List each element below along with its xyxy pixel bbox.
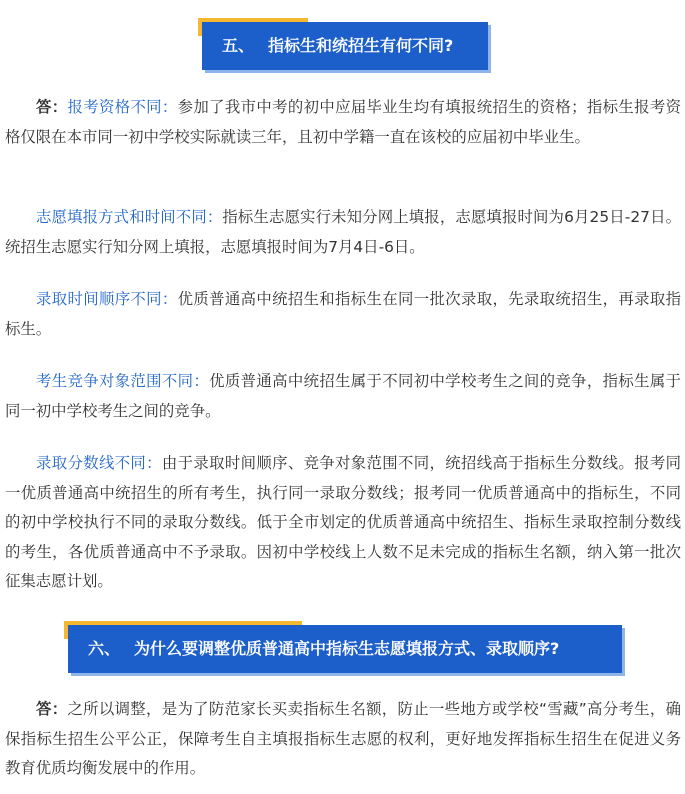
answer-label: 答： [36, 700, 68, 718]
section-6-answer-text: 之所以调整，是为了防范家长买卖指标生名额，防止一些地方或学校“雪藏”高分考生，确保指标生招生公平公正，保障考生自主填报指标生志愿的权利，更好地发挥指标生招生在促进义务教育优质均衡发展中的作用。 [5, 700, 681, 777]
item-label-admission-order: 录取时间顺序不同： [36, 290, 178, 308]
item-text-cutoff-score: 由于录取时间顺序、竞争对象范围不同，统招线高于指标生分数线。报考同一优质普通高中统招生的所有考生，执行同一录取分数线；报考同一优质普通高中的指标生，不同的初中学校执行不同的录取分数线。低于全市划定的优质普通高中统招生、指标生录取控制分数线的考生，各优质普通高中不予录取。因初中学校线上人数不足未完成的指标生名额，纳入第一批次征集志愿计划。 [5, 454, 681, 590]
section-5-number: 五、 [222, 36, 255, 55]
item-label-cutoff-score: 录取分数线不同： [36, 454, 162, 472]
section-5-header [198, 22, 488, 70]
section-6-title: 为什么要调整优质普通高中指标生志愿填报方式、录取顺序? [134, 639, 560, 658]
section-6-title-box [68, 625, 622, 673]
paragraph-competition-scope [5, 367, 681, 426]
paragraph-section-6-answer [5, 695, 681, 784]
section-6-header [64, 625, 622, 673]
section-5-title-box [202, 22, 488, 70]
item-label-competition-scope: 考生竞争对象范围不同： [36, 372, 210, 390]
section-6-number: 六、 [88, 639, 121, 658]
paragraph-admission-order [5, 285, 681, 344]
paragraph-application-method [5, 203, 681, 262]
item-text-competition-scope: 优质普通高中统招生属于不同初中学校考生之间的竞争，指标生属于同一初中学校考生之间的竞争。 [5, 372, 681, 420]
item-text-admission-order: 优质普通高中统招生和指标生在同一批次录取，先录取统招生，再录取指标生。 [5, 290, 681, 338]
item-text-eligibility: 参加了我市中考的初中应届毕业生均有填报统招生的资格；指标生报考资格仅限在本市同一初中学校实际就读三年，且初中学籍一直在该校的应届初中毕业生。 [5, 98, 681, 146]
item-text-application-method: 指标生志愿实行未知分网上填报，志愿填报时间为6月25日-27日。统招生志愿实行知分网上填报，志愿填报时间为7月4日-6日。 [5, 208, 681, 256]
section-5-title: 指标生和统招生有何不同? [268, 36, 454, 55]
answer-label: 答： [36, 98, 68, 116]
item-label-eligibility: 报考资格不同： [67, 98, 178, 116]
item-label-application-method: 志愿填报方式和时间不同： [36, 208, 223, 226]
paragraph-cutoff-score [5, 449, 681, 597]
paragraph-eligibility [5, 93, 681, 152]
